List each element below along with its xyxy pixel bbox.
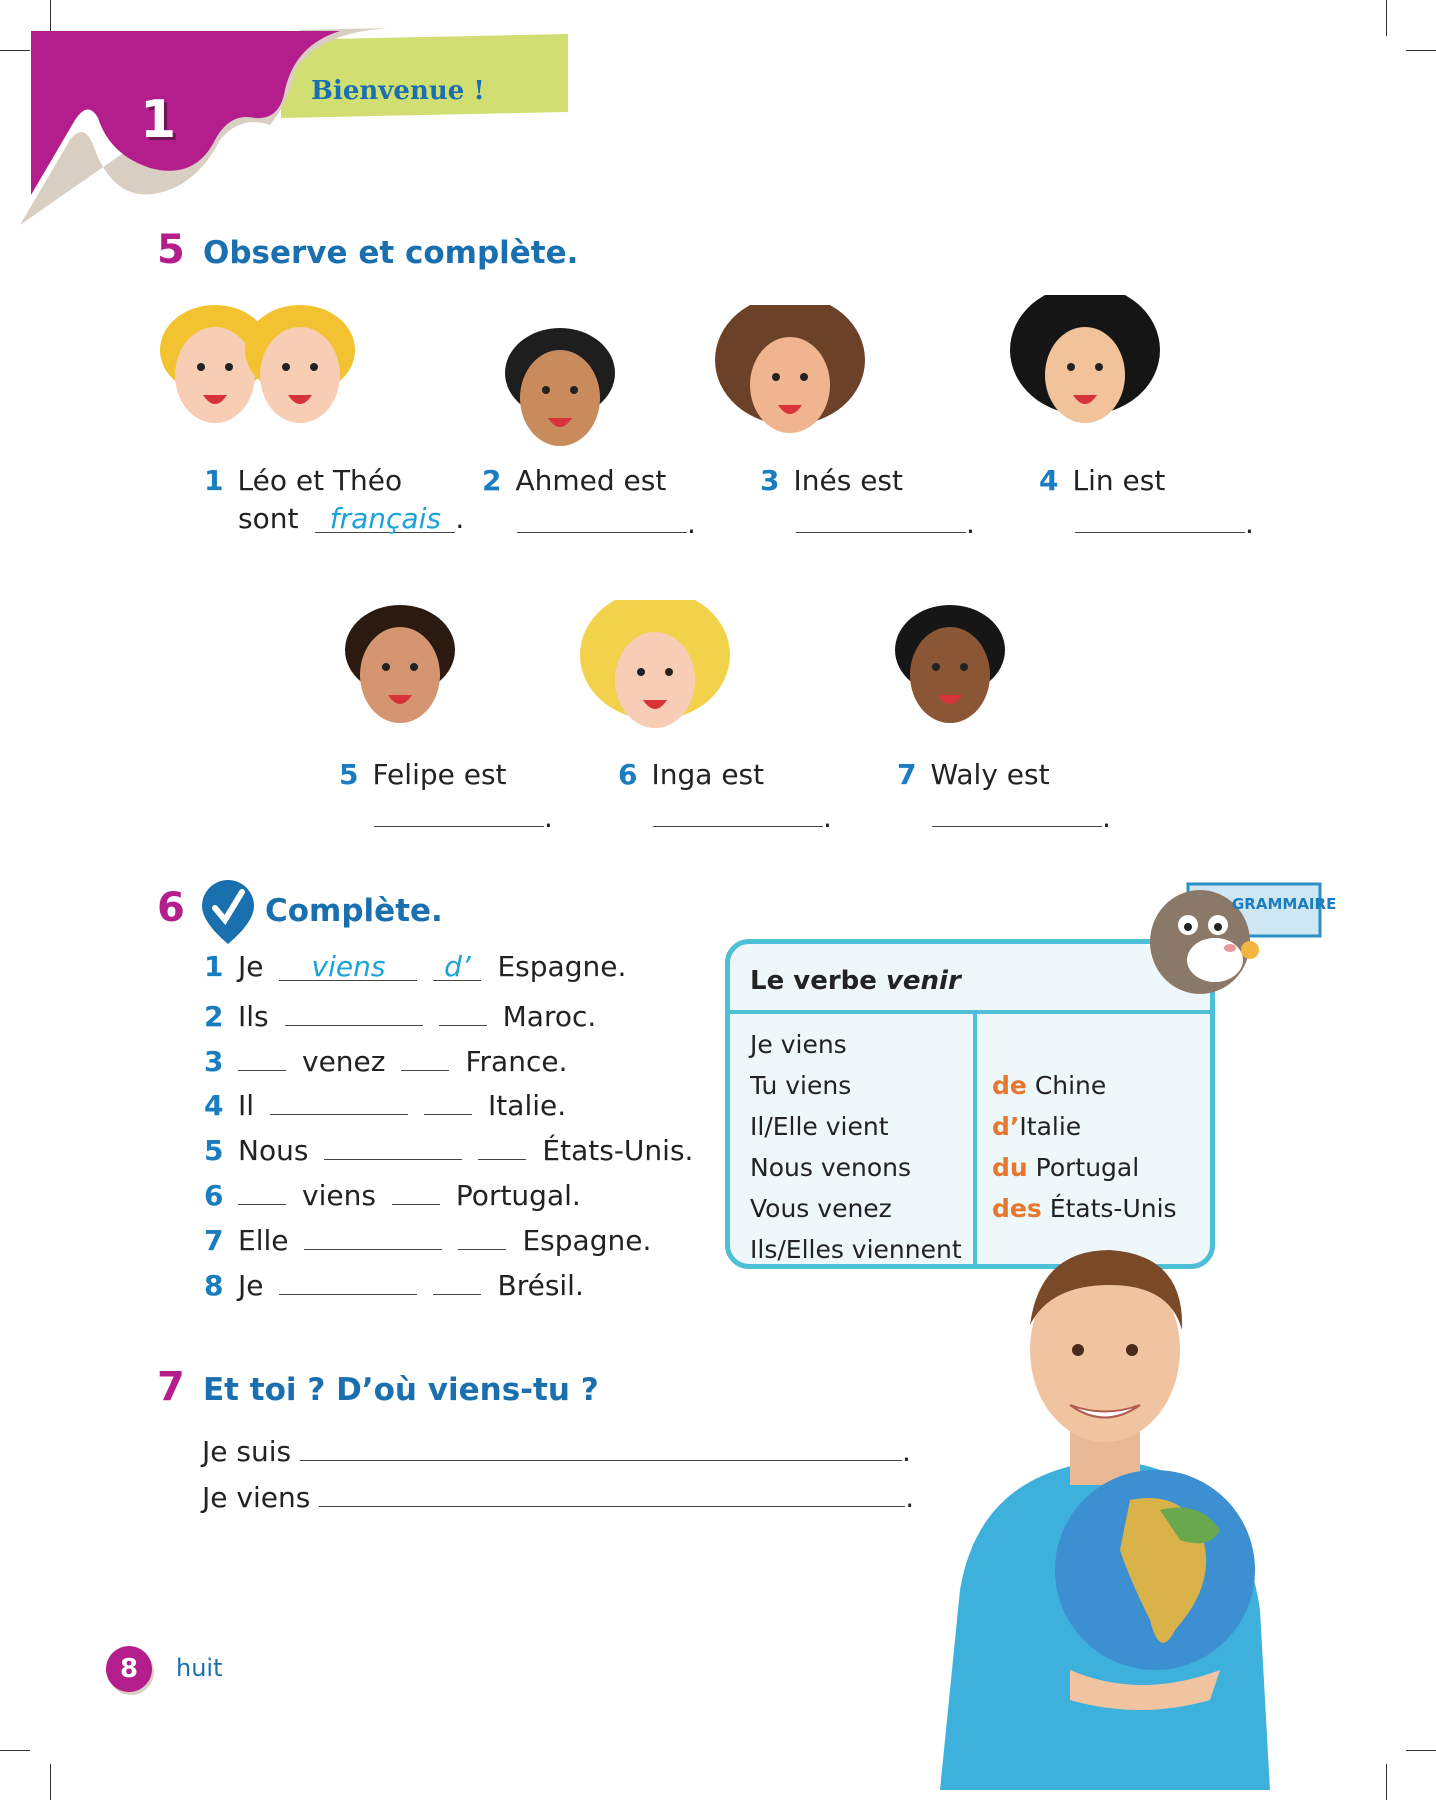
exercise-6-title: Complète. [265,893,443,929]
answer-blank[interactable] [517,502,687,533]
item-number: 2 [204,999,224,1033]
item-number: 8 [204,1268,224,1302]
felipe-face-icon [345,595,455,745]
item-text: Espagne. [497,950,627,983]
period: . [1245,507,1254,540]
period: . [544,801,553,834]
ex5-item-5-line2 [374,796,553,834]
waly-face-icon [895,595,1005,745]
item-text: Ahmed est [515,464,667,497]
answer-blank[interactable]: d’ [433,950,481,981]
ex5-item-3 [760,464,903,497]
ex6-item-5 [204,1129,709,1167]
answer-blank[interactable] [238,1174,286,1205]
ex6-item-1 [204,950,642,983]
answer-blank[interactable]: français [315,502,455,533]
item-text: Il [238,1089,255,1123]
period: . [687,507,696,540]
item-text: Léo et Théo [237,464,403,497]
item-text: Ils [238,999,269,1033]
item-text: Lin est [1072,464,1166,497]
twins-leo-theo-face-icon [245,295,355,445]
inga-face-icon [580,600,730,750]
place: États-Unis [1049,1194,1177,1223]
place: Portugal [1035,1153,1140,1182]
answer-blank[interactable] [478,1129,526,1160]
item-number: 5 [339,758,359,791]
ex6-item-7 [204,1219,667,1257]
period: . [902,1435,911,1468]
item-number: 3 [760,464,780,497]
ex5-item-3-line2 [796,502,975,540]
answer-blank[interactable] [401,1040,449,1071]
answer-blank[interactable] [279,1264,417,1295]
exercise-6-number: 6 [157,885,185,931]
period: . [455,502,465,535]
item-text: venez [302,1044,386,1078]
item-text: Brésil. [497,1268,584,1302]
unit-number: 1 [140,90,177,150]
answer-blank[interactable] [304,1219,442,1250]
origin-item [992,1065,1177,1106]
boy-with-globe-photo [920,1230,1330,1790]
item-number: 6 [618,758,638,791]
origin-item [992,1188,1177,1229]
answer-blank[interactable]: viens [279,950,417,981]
period: . [823,801,832,834]
answer-blank[interactable] [433,1264,481,1295]
item-number: 4 [204,1089,224,1123]
preposition: du [992,1153,1028,1182]
line-prompt: Je viens [202,1481,311,1514]
ex5-item-6-line2 [653,796,832,834]
ex5-item-4-line2 [1075,502,1254,540]
answer-blank[interactable] [374,796,544,827]
preposition: des [992,1194,1042,1223]
exercise-7-title: Et toi ? D’où viens-tu ? [203,1372,599,1408]
place: Chine [1034,1071,1107,1100]
ex5-item-4 [1039,464,1165,497]
ines-face-icon [715,305,865,455]
line-prompt: Je suis [202,1435,292,1468]
item-text: sont [238,502,299,535]
ex5-item-1 [204,464,402,497]
period: . [966,507,975,540]
ex5-item-6 [618,758,764,791]
conjugation-item: Tu viens [750,1071,852,1100]
exercise-7-number: 7 [157,1364,185,1410]
item-number: 1 [204,950,224,983]
item-text: Espagne. [522,1223,652,1257]
ex6-item-6 [204,1174,597,1212]
answer-blank[interactable] [439,995,487,1026]
origin-list [992,1065,1177,1229]
answer-blank[interactable] [285,995,423,1026]
item-number: 7 [204,1223,224,1257]
item-text: Inés est [793,464,903,497]
unit-banner [0,0,600,240]
answer-blank[interactable] [392,1174,440,1205]
conjugation-item: Je viens [750,1030,847,1059]
answer-input[interactable] [300,1430,902,1461]
grammar-title-prefix: Le verbe [750,966,877,996]
crop-mark [1406,50,1436,51]
grammar-title [750,966,961,996]
crop-mark [50,1764,51,1800]
crop-mark [0,1750,30,1751]
ahmed-face-icon [505,318,615,468]
item-text: Portugal. [455,1179,581,1212]
item-text: Je [238,1268,264,1302]
item-number: 7 [897,758,917,791]
item-text: France. [465,1044,568,1078]
item-number: 6 [204,1179,224,1212]
item-number: 2 [482,464,502,497]
ex5-item-7-line2 [932,796,1111,834]
ex7-line-2 [202,1476,914,1514]
conjugation-item: Nous venons [750,1153,911,1182]
lin-face-icon [1010,295,1160,445]
answer-blank[interactable] [932,796,1102,827]
answer-blank[interactable] [270,1084,408,1115]
item-text: Je [238,950,264,983]
ex6-item-8 [204,1264,600,1302]
ex5-item-7 [897,758,1050,791]
ex6-item-4 [204,1084,582,1122]
answer-blank[interactable] [653,796,823,827]
answer-blank[interactable] [424,1084,472,1115]
answer-blank[interactable] [458,1219,506,1250]
period: . [1102,801,1111,834]
grammar-badge: GRAMMAIRE [1232,895,1337,913]
preposition: de [992,1071,1027,1100]
ex6-item-3 [204,1040,583,1078]
exercise-5-number: 5 [157,227,185,273]
ex5-item-2 [482,464,666,497]
ex6-item-2 [204,995,612,1033]
item-number: 1 [204,464,224,497]
origin-item [992,1106,1177,1147]
answer-input[interactable] [319,1476,905,1507]
item-text: Waly est [930,758,1050,791]
place: Italie [1019,1112,1082,1141]
divider [973,1012,977,1264]
ex7-line-1 [202,1430,911,1468]
item-text: Italie. [488,1089,567,1123]
conjugation-item: Ils/Elles viennent [750,1235,962,1264]
ex5-item-2-line2 [517,502,696,540]
conjugation-item: Vous venez [750,1194,892,1223]
item-text: Elle [238,1223,289,1257]
ex5-item-1-line2 [238,502,464,535]
item-text: viens [302,1179,376,1212]
item-text: Felipe est [372,758,507,791]
answer-blank[interactable] [1075,502,1245,533]
preposition: d’ [992,1112,1020,1141]
item-number: 3 [204,1044,224,1078]
divider [730,1010,1210,1014]
origin-item [992,1147,1177,1188]
answer-blank[interactable] [238,1040,286,1071]
check-pin-icon [200,878,256,946]
item-text: Inga est [651,758,765,791]
unit-title: Bienvenue ! [311,76,485,106]
crop-mark [1386,1764,1387,1800]
item-text: Nous [238,1134,309,1168]
period: . [905,1481,915,1514]
answer-blank[interactable] [324,1129,462,1160]
grammar-title-verb: venir [885,966,961,996]
item-text: États-Unis. [542,1134,694,1168]
item-number: 4 [1039,464,1059,497]
item-number: 5 [204,1134,224,1168]
page-number: 8 [106,1646,152,1692]
exercise-5-title: Observe et complète. [203,235,579,271]
crop-mark [1406,1750,1436,1751]
answer-blank[interactable] [796,502,966,533]
conjugation-item: Il/Elle vient [750,1112,889,1141]
crop-mark [1386,0,1387,36]
ex5-item-5 [339,758,507,791]
item-text: Maroc. [502,999,597,1033]
page-word: huit [176,1654,223,1682]
